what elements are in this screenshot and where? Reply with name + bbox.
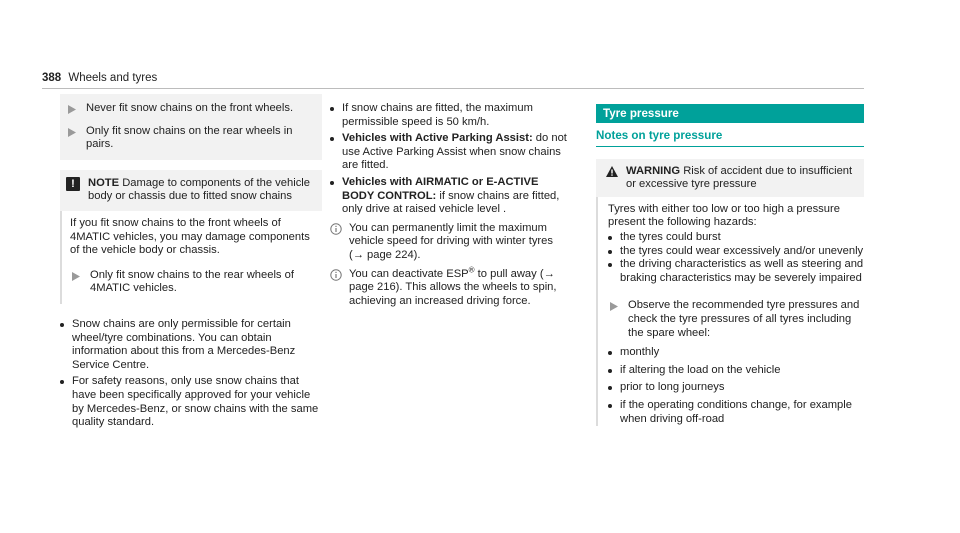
instruction-text: Observe the recommended tyre pressures and check the tyre pressures of all tyres including the spare wheel:: [628, 299, 860, 339]
page-number: 388: [42, 72, 62, 84]
instruction-text: Only fit snow chains to the rear wheels of 4MATIC vehicles.: [90, 268, 294, 295]
note-header: [66, 177, 316, 204]
instruction-step: [70, 269, 316, 296]
warning-heading: [626, 165, 856, 192]
arrow-right-icon: [68, 128, 76, 137]
condition-list: [608, 346, 864, 426]
note-heading: [88, 177, 316, 204]
bullet-icon: [330, 181, 334, 185]
list-item: For safety reasons, only use snow chains that have been specifically approved for your vehicle by Mercedes-Benz, or snow chains with the same quality standard.: [60, 375, 322, 429]
bullet-icon: [608, 369, 612, 373]
instruction-step: [608, 299, 864, 340]
bullet-list: [60, 318, 322, 430]
list-item: Vehicles with Active Parking Assist: do not use Active Parking Assist when snow chains are fitted.: [330, 132, 570, 173]
info-text: You can permanently limit the maximum vehicle speed for driving with winter tyres (→ page 224).: [349, 221, 553, 261]
instruction-step: [66, 102, 316, 116]
chapter-title: Wheels and tyres: [68, 72, 158, 84]
column-left: [60, 94, 322, 430]
header-divider: [42, 88, 864, 89]
instruction-text: Only fit snow chains on the rear wheels in pairs.: [86, 124, 293, 151]
bullet-icon: [608, 236, 612, 240]
instruction-text: Never fit snow chains on the front wheels.: [86, 102, 294, 114]
list-item: the tyres could burst: [608, 231, 864, 245]
instruction-box: [60, 94, 322, 160]
warning-intro: Tyres with either too low or too high a pressure present the following hazards:: [608, 202, 840, 229]
note-body: [60, 211, 322, 304]
page-header: [42, 72, 157, 86]
warning-body: [596, 197, 864, 426]
bullet-icon: [608, 386, 612, 390]
note-box: [60, 170, 322, 211]
note-label: NOTE: [88, 176, 120, 189]
bullet-icon: [330, 137, 334, 141]
bullet-icon: [608, 263, 612, 267]
arrow-right-icon: [610, 302, 618, 311]
exclamation-icon: !: [66, 177, 80, 191]
list-item: the driving characteristics as well as steering and braking characteristics may be severely impaired: [608, 258, 864, 285]
arrow-right-icon: [68, 105, 76, 114]
list-item: If snow chains are fitted, the maximum permissible speed is 50 km/h.: [330, 102, 570, 129]
list-item: prior to long journeys: [608, 381, 864, 395]
warning-header: [596, 159, 864, 197]
bullet-icon: [60, 380, 64, 384]
list-item: if the operating conditions change, for example when driving off-road: [608, 399, 864, 426]
info-note: [330, 264, 570, 309]
bullet-icon: [608, 351, 612, 355]
note-text: If you fit snow chains to the front wheels of 4MATIC vehicles, you may damage components of the vehicle body or chassis.: [70, 216, 310, 257]
column-right: [596, 104, 864, 426]
hazard-list: [608, 231, 864, 285]
section-title: Tyre pressure: [596, 104, 864, 123]
warning-heading-text: Risk of accident due to insufficient or excessive tyre pressure: [626, 164, 853, 191]
list-item: if altering the load on the vehicle: [608, 364, 864, 378]
list-item: monthly: [608, 346, 864, 360]
list-item: Vehicles with AIRMATIC or E-ACTIVE BODY CONTROL: if snow chains are fitted, only drive at raised vehicle level .: [330, 176, 570, 217]
warning-block: [596, 159, 864, 427]
info-note: [330, 222, 570, 263]
warning-label: WARNING: [626, 164, 681, 177]
list-item: the tyres could wear excessively and/or unevenly: [608, 245, 864, 259]
instruction-step: [66, 125, 316, 152]
arrow-right-icon: [72, 272, 80, 281]
bullet-icon: [608, 404, 612, 408]
info-icon: [330, 223, 342, 235]
subsection-title: Notes on tyre pressure: [596, 129, 864, 147]
bullet-list: [330, 102, 570, 217]
list-item: Snow chains are only permissible for certain wheel/tyre combinations. You can obtain information about this from a Mercedes-Benz Service Centre.: [60, 318, 322, 372]
bullet-icon: [608, 250, 612, 254]
bullet-icon: [330, 107, 334, 111]
column-middle: [330, 102, 570, 308]
bullet-icon: [60, 323, 64, 327]
note-heading-text: Damage to components of the vehicle body or chassis due to fitted snow chains: [88, 176, 310, 203]
warning-triangle-icon: [606, 166, 618, 177]
info-icon: [330, 269, 342, 281]
info-text: You can deactivate ESP® to pull away (→ page 216). This allows the wheels to spin, achieving an increased driving force.: [349, 264, 557, 307]
